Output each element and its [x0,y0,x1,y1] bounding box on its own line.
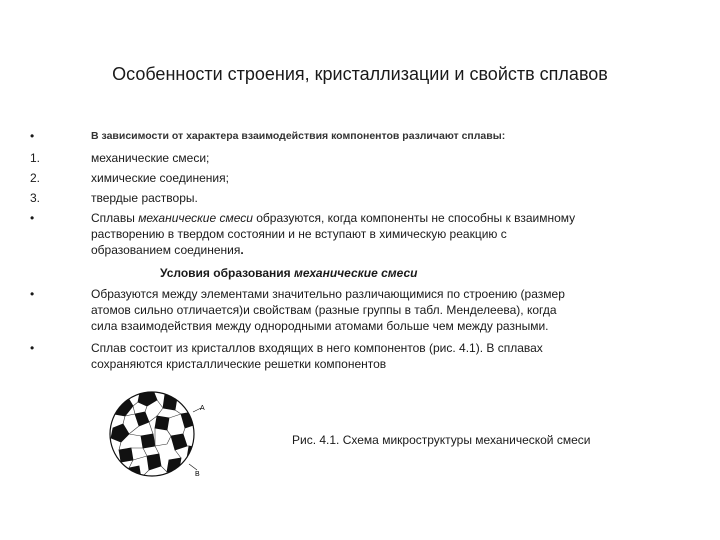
label-b: B [195,471,200,478]
bullet-marker: • [30,287,35,301]
emphasis-term: механические смеси [138,211,253,225]
list-item-text: механические смеси; [91,151,210,165]
list-item-text: химические соединения; [91,171,229,185]
label-a: A [200,405,205,412]
figure-caption: Рис. 4.1. Схема микроструктуры механической смеси [292,433,591,447]
slide-title: Особенности строения, кристаллизации и свойств сплавов [112,64,608,84]
bullet-marker: • [30,341,35,355]
paragraph-text [91,286,681,334]
section-subheading [160,266,417,280]
list-number: 1. [30,151,41,165]
bullet-marker: • [30,211,35,225]
bullet-marker: • [30,129,35,143]
grain-pattern [105,384,205,484]
list-number: 2. [30,171,41,185]
text-run: . [240,243,244,257]
text-run: образуются, когда компоненты не способны к взаимному [252,211,576,225]
microstructure-diagram [105,384,205,484]
paragraph-line: сила взаимодействия между однородными атомами больше чем между разными. [91,319,549,333]
paragraph-line: сохраняются кристаллические решетки компонентов [91,357,387,371]
text-run: Сплавы [91,211,139,225]
text-run: Условия образования [160,266,295,280]
intro-text: В зависимости от характера взаимодействия компонентов различают сплавы: [91,130,506,142]
paragraph-line: атомов сильно отличается)и свойствам (разные группы в табл. Менделеева), когда [91,303,557,317]
paragraph-text [91,210,681,258]
paragraph-line: растворению в твердом состоянии и не вступают в химическую реакцию с [91,227,507,241]
paragraph-text [91,340,681,372]
paragraph-line [91,210,681,226]
paragraph-line: Сплав состоит из кристаллов входящих в него компонентов (рис. 4.1). В сплавах [91,341,543,355]
paragraph-line: Образуются между элементами значительно различающимися по строению (размер [91,287,565,301]
label-leader-b [189,464,197,470]
text-run: образованием соединения [91,243,241,257]
emphasis-term: механические смеси [294,266,418,280]
paragraph-line [91,242,681,258]
list-number: 3. [30,191,41,205]
list-item-text: твердые растворы. [91,191,198,205]
microstructure-figure [105,384,205,484]
